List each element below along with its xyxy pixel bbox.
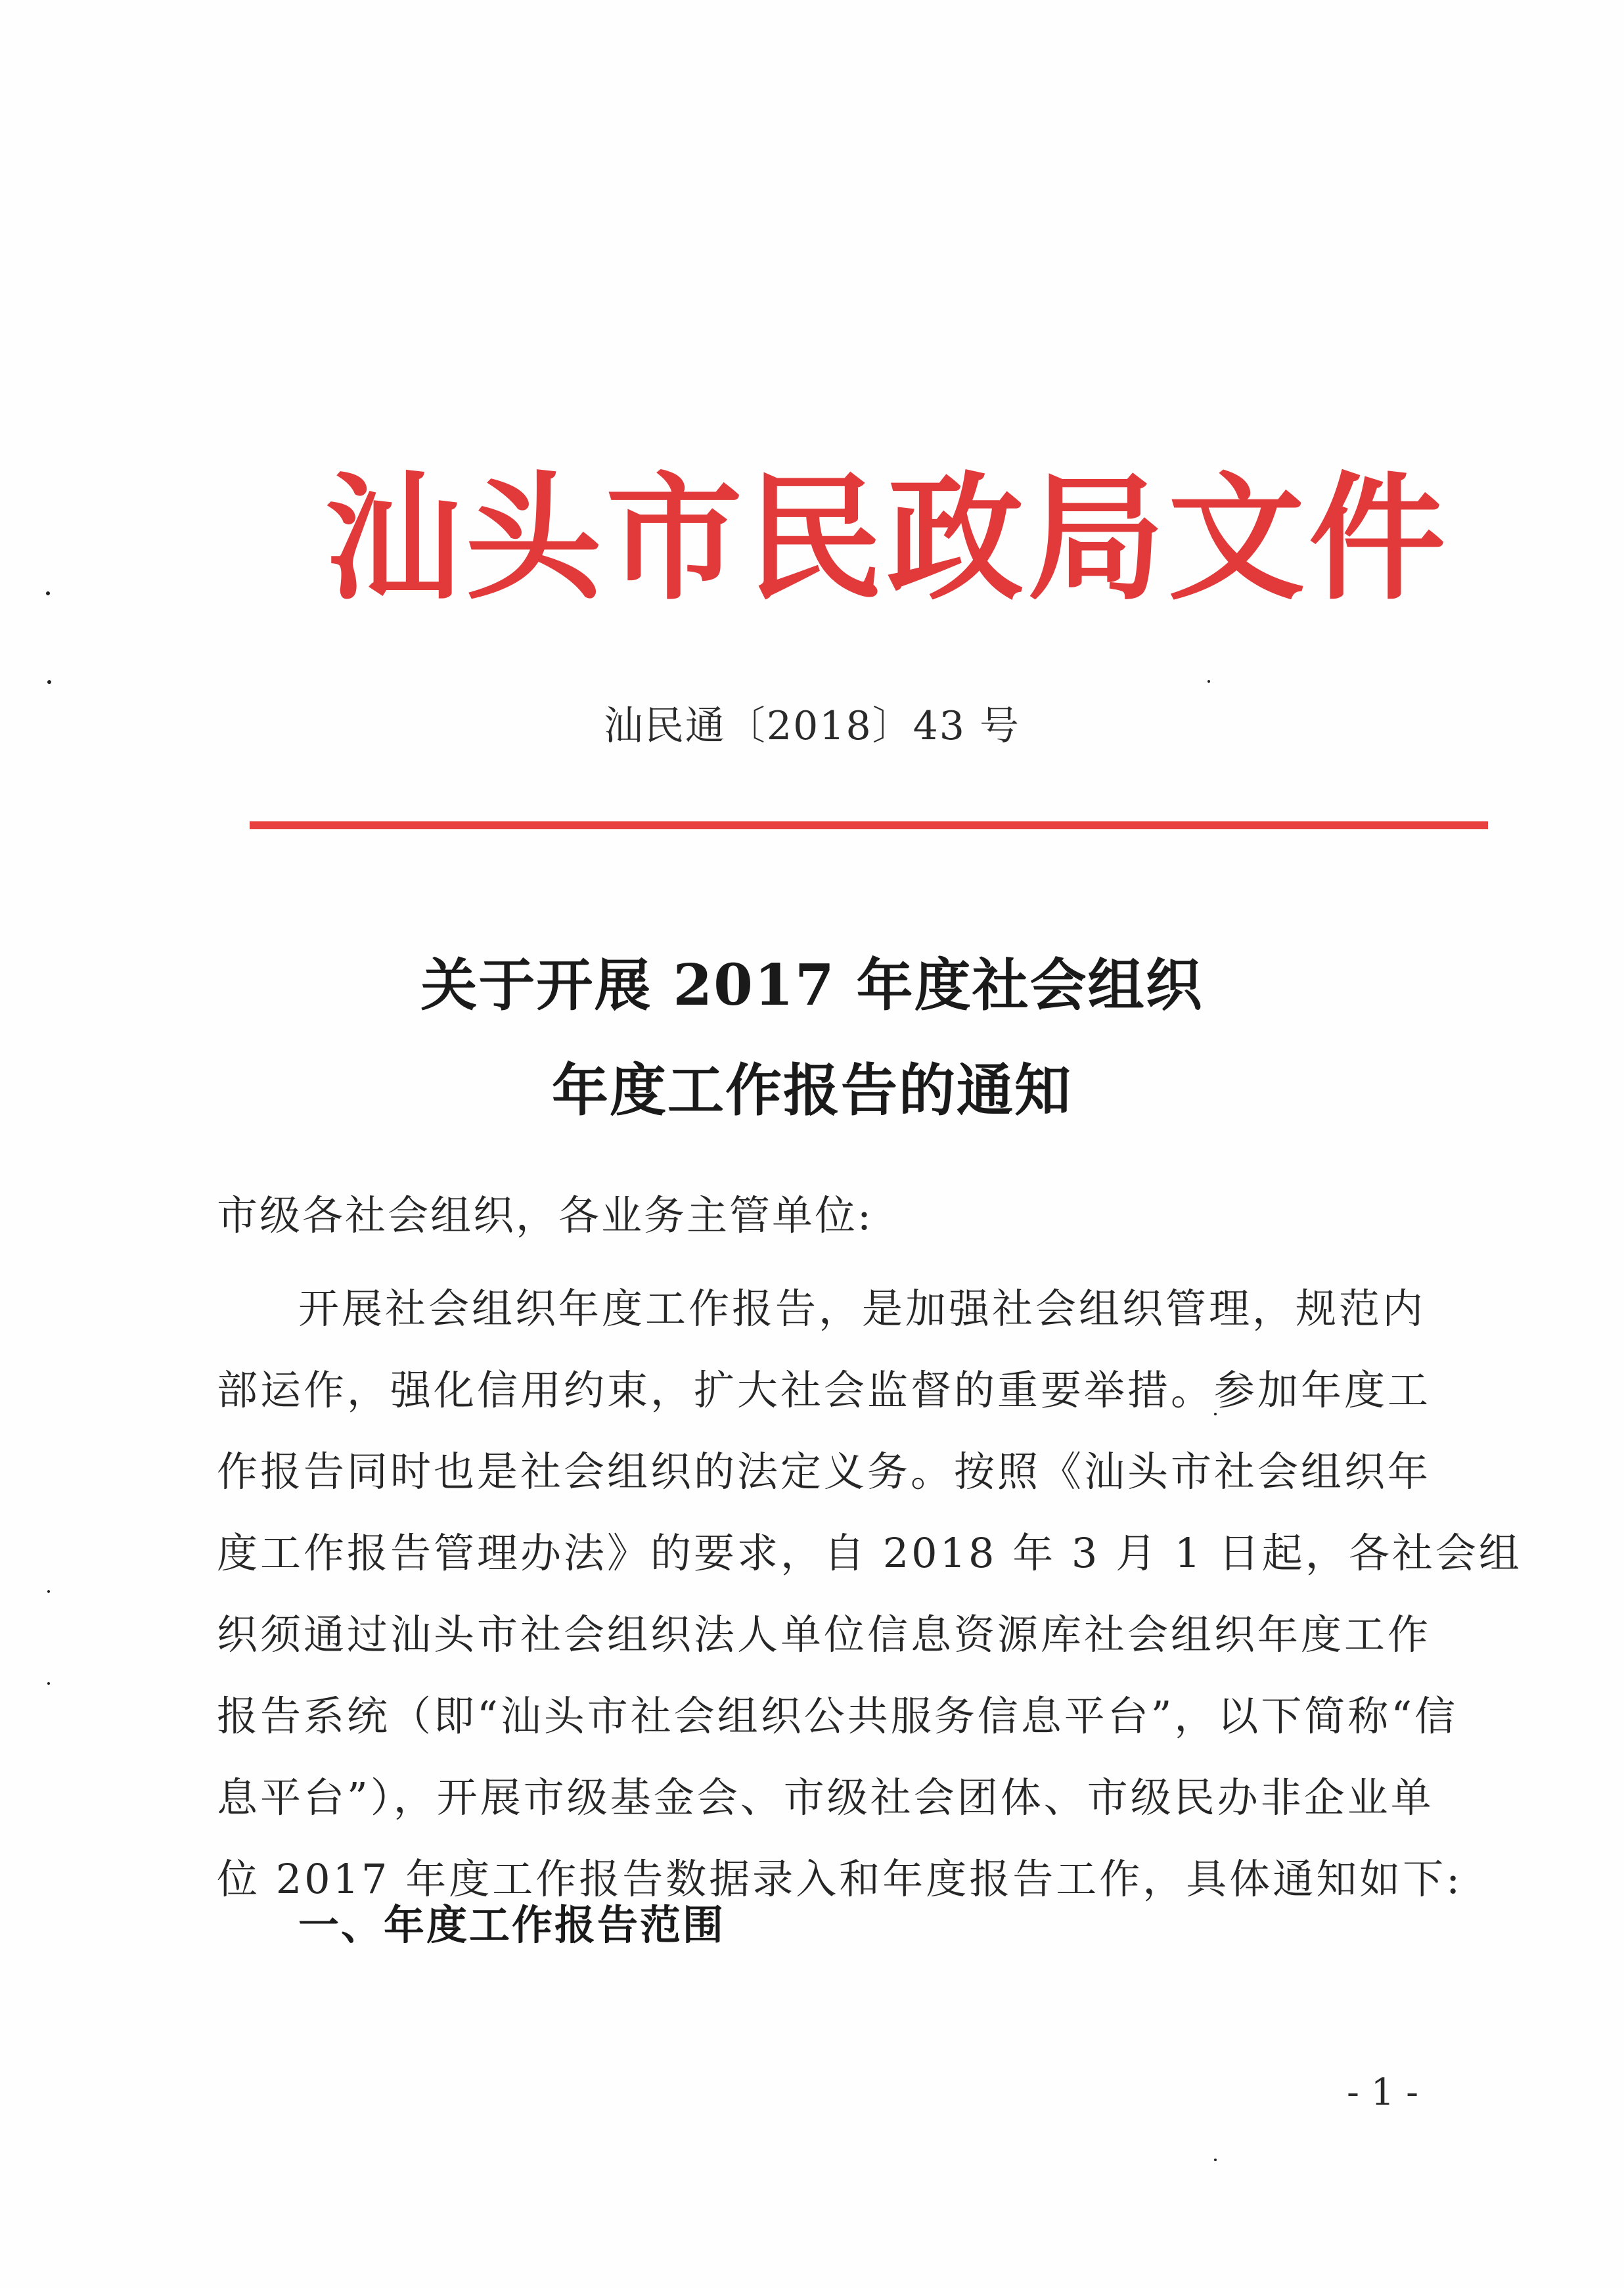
- body-line: 部运作，强化信用约束，扩大社会监督的重要举措。参加年度工: [217, 1366, 1432, 1414]
- red-divider-rule: [250, 821, 1488, 829]
- page-number: - 1 -: [1347, 2071, 1419, 2114]
- body-line: 作报告同时也是社会组织的法定义务。按照《汕头市社会组织年: [217, 1448, 1432, 1496]
- masthead-title: 汕头市民政局文件: [325, 459, 1449, 619]
- body-line: 开展社会组织年度工作报告，是加强社会组织管理，规范内: [298, 1285, 1426, 1333]
- scan-speck: [46, 591, 50, 595]
- scan-speck: [1207, 680, 1210, 683]
- body-line: 报告系统（即“汕头市社会组织公共服务信息平台”，以下简称“信: [217, 1692, 1458, 1740]
- scan-speck: [47, 1590, 50, 1593]
- body-line: 息平台”），开展市级基金会、市级社会团体、市级民办非企业单: [217, 1773, 1434, 1821]
- body-line: 织须通过汕头市社会组织法人单位信息资源库社会组织年度工作: [217, 1611, 1432, 1659]
- section-heading: 一、年度工作报告范围: [298, 1901, 726, 1949]
- scan-speck: [1214, 2159, 1217, 2161]
- body-line: 度工作报告管理办法》的要求，自 2018 年 3 月 1 日起，各社会组: [217, 1529, 1522, 1577]
- body-line: 位 2017 年度工作报告数据录入和年度报告工作，具体通知如下:: [217, 1855, 1463, 1903]
- scan-speck: [47, 1682, 50, 1685]
- notice-title-line-1: 关于开展 2017 年度社会组织: [420, 952, 1204, 1018]
- salutation: 市级各社会组织，各业务主管单位:: [217, 1191, 873, 1239]
- document-number: 汕民通〔2018〕43 号: [603, 703, 1021, 749]
- scan-speck: [47, 680, 51, 684]
- body-paragraph: [217, 1268, 1522, 1920]
- notice-title-line-2: 年度工作报告的通知: [552, 1057, 1072, 1124]
- notice-title: [0, 933, 1624, 1143]
